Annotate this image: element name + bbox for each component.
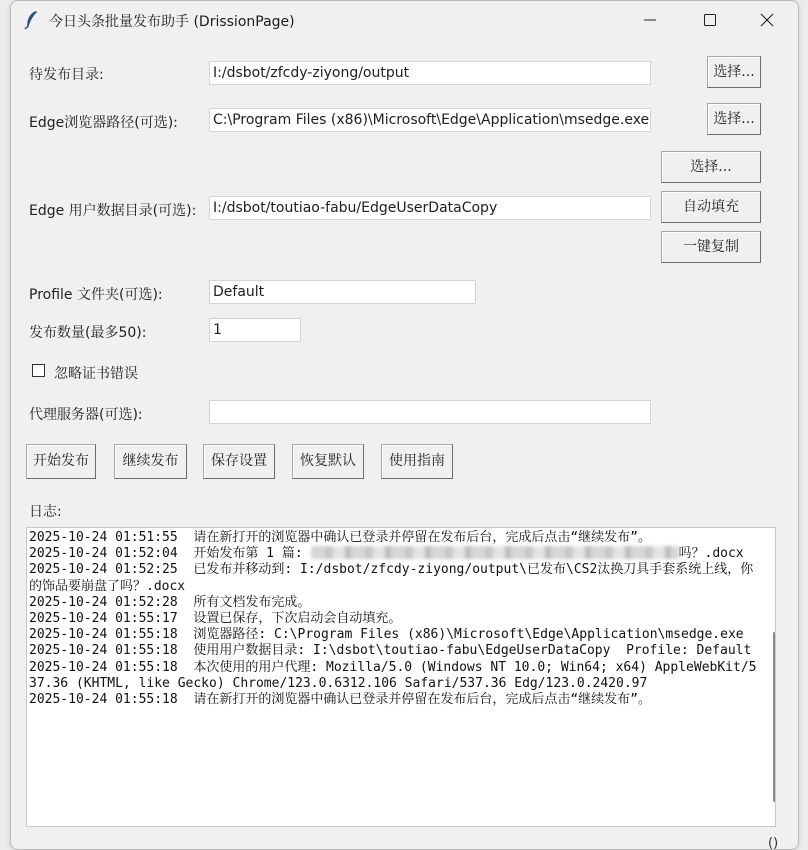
ignore-cert-checkbox[interactable] [32, 364, 45, 377]
feather-icon [24, 10, 40, 30]
restore-defaults-button[interactable]: 恢复默认 [292, 444, 364, 479]
user-guide-button[interactable]: 使用指南 [381, 444, 453, 479]
user-data-dir-label: Edge 用户数据目录(可选): [29, 203, 197, 219]
auto-fill-button[interactable]: 自动填充 [661, 191, 761, 223]
proxy-label: 代理服务器(可选): [29, 407, 143, 423]
log-scrollbar[interactable] [770, 527, 776, 827]
save-settings-button[interactable]: 保存设置 [203, 444, 275, 479]
close-button[interactable] [738, 1, 798, 39]
log-textbox[interactable] [26, 527, 776, 827]
count-label: 发布数量(最多50): [29, 325, 147, 341]
start-publish-button[interactable]: 开始发布 [26, 444, 96, 479]
edge-path-input[interactable]: C:\Program Files (x86)\Microsoft\Edge\Application\msedge.exe [209, 108, 651, 132]
maximize-button[interactable] [681, 1, 741, 39]
continue-publish-button[interactable]: 继续发布 [114, 444, 187, 479]
one-click-copy-button[interactable]: 一键复制 [661, 231, 761, 263]
profile-label: Profile 文件夹(可选): [29, 287, 163, 303]
title-bar[interactable] [11, 1, 798, 39]
user-data-browse-button[interactable]: 选择... [661, 151, 761, 183]
window-title: 今日头条批量发布助手 (DrissionPage) [49, 14, 295, 30]
publish-dir-label: 待发布目录: [29, 67, 104, 83]
log-label: 日志: [29, 504, 62, 520]
minimize-button[interactable] [621, 1, 681, 39]
log-line: 吗？.docx [678, 546, 744, 562]
count-input[interactable]: 1 [209, 318, 301, 342]
proxy-input[interactable] [209, 400, 651, 424]
close-icon [760, 13, 774, 27]
log-content [29, 530, 759, 708]
maximize-icon [703, 13, 717, 27]
publish-dir-browse-button[interactable]: 选择... [707, 56, 761, 88]
user-data-dir-input[interactable]: I:/dsbot/toutiao-fabu/EdgeUserDataCopy [209, 196, 651, 220]
log-lines: 2025-10-24 01:52:25 已发布并移动到: I:/dsbot/zfcdy-ziyong/output\已发布\CS2汰换刀具手套系统上线，你的饰品要崩盘了吗？.docx 2025-10-24 01:52:28 所有文档发布完成。 2025-10-24 01:55:17 设置已保存，下次启动会自动填充。 2025-10-24 01:55:18 浏览器路径: C:\Program Files (x86)\Microsoft\Edge\Application\msedge.exe 2025-10-24 01:55:18 使用用户数据目录: I:\dsbot\toutiao-fabu\EdgeUserDataCopy Profile: Default 2025-10-24 01:55:18 本次使用的用户代理: Mozilla/5.0 (Windows NT 10.0; Win64; x64) AppleWebKit/537.36 (KHTML, like Gecko) Chrome/123.0.6312.106 Safari/537.36 Edg/123.0.2420.97 2025-10-24 01:55:18 请在新打开的浏览器中确认已登录并停留在发布后台，完成后点击“继续发布”。 [29, 562, 757, 708]
log-line: 2025-10-24 01:51:55 请在新打开的浏览器中确认已登录并停留在发布后台，完成后点击“继续发布”。 [29, 530, 652, 545]
publish-dir-input[interactable]: I:/dsbot/zfcdy-ziyong/output [209, 61, 651, 85]
log-line: 2025-10-24 01:52:04 开始发布第 1 篇: [29, 546, 311, 562]
edge-path-browse-button[interactable]: 选择... [707, 103, 761, 135]
ignore-cert-label: 忽略证书错误 [54, 366, 138, 382]
edge-path-label: Edge浏览器路径(可选): [29, 115, 178, 131]
corner-text: () [768, 836, 779, 850]
redacted-filename [311, 546, 679, 559]
log-scrollbar-thumb[interactable] [773, 632, 775, 802]
app-window [10, 0, 799, 850]
profile-input[interactable]: Default [209, 280, 476, 304]
minimize-icon [643, 13, 657, 27]
